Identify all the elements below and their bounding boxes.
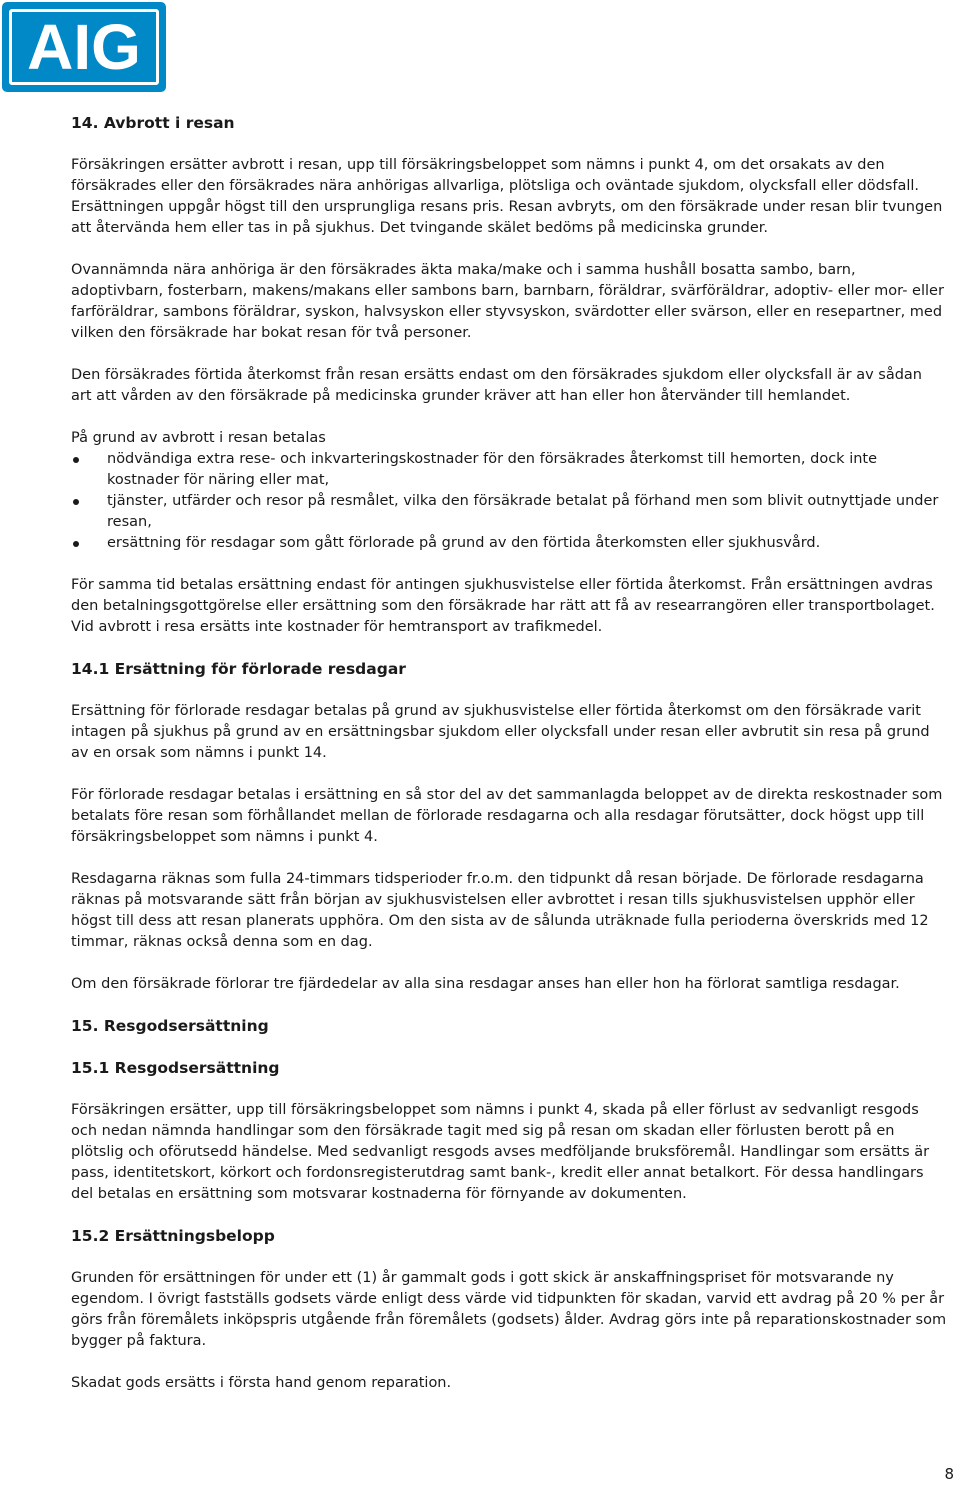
section-15-1-heading: 15.1 Resgodsersättning <box>71 1059 280 1077</box>
section-15-2-paragraph-2: Skadat gods ersätts i första hand genom reparation. <box>71 1375 452 1391</box>
section-14-1-paragraph-1: Ersättning för förlorade resdagar betalas på grund av sjukhusvistelse eller förtida återkomst om den försäkrade varit intagen på sjukhus på grund av en ersättningsbar sjukdom eller olycksfall under resan eller avbrutit sin resa på grund av en orsak som nämns i punkt 14. <box>71 703 930 761</box>
list-item: tjänster, utfärder och resor på resmålet, vilka den försäkrade betalat på förhand men som blivit outnyttjade under resan, <box>71 491 947 533</box>
section-14-paragraph-1: Försäkringen ersätter avbrott i resan, upp till försäkringsbeloppet som nämns i punkt 4, om det orsakats av den försäkrades eller den försäkrades nära anhörigas allvarliga, plötsliga och oväntade sjukdom, olycksfall eller dödsfall. <box>71 157 920 194</box>
aig-logo-text: AIG <box>9 9 159 85</box>
section-14-list-intro: På grund av avbrott i resan betalas <box>71 430 326 446</box>
aig-logo <box>2 2 166 92</box>
list-item: nödvändiga extra rese- och inkvarteringskostnader för den försäkrades återkomst till hemorten, dock inte kostnader för näring eller mat, <box>71 449 947 491</box>
list-item: ersättning för resdagar som gått förlorade på grund av den förtida återkomsten eller sjukhusvård. <box>71 533 947 554</box>
section-14-1-paragraph-3: Resdagarna räknas som fulla 24-timmars tidsperioder fr.o.m. den tidpunkt då resan började. De förlorade resdagarna räknas på motsvarande sätt från början av sjukhusvistelsen eller avbrottet i resan tills sjukhusvistelsen upphör eller högst till dess att resan planerats upphöra. Om den sista av de sålunda uträknade fulla perioderna överskrids med 12 timmar, räknas också denna som en dag. <box>71 871 929 950</box>
section-14-1-paragraph-2: För förlorade resdagar betalas i ersättning en så stor del av det sammanlagda beloppet av de direkta reskostnader som betalats före resan som förhållandet mellan de förlorade resdagarna och alla resdagar förutsätter, dock högst upp till försäkringsbeloppet som nämns i punkt 4. <box>71 787 943 845</box>
section-15-1-paragraph-1: Försäkringen ersätter, upp till försäkringsbeloppet som nämns i punkt 4, skada på eller förlust av sedvanligt resgods och nedan nämnda handlingar som den försäkrade tagit med sig på resan om skadan eller förlusten berott på en plötslig och oförutsedd händelse. Med sedvanligt resgods avses medföljande bruksföremål. Handlingar som ersätts är pass, identitetskort, körkort och fordonsregisterutdrag samt bank-, kredit eller annat betalkort. För dessa handlingars del betalas en ersättning som motsvarar kostnaderna för förnyande av dokumenten. <box>71 1102 930 1202</box>
section-15-2-heading: 15.2 Ersättningsbelopp <box>71 1227 275 1245</box>
page-number: 8 <box>944 1465 954 1483</box>
section-14-1-paragraph-4: Om den försäkrade förlorar tre fjärdedelar av alla sina resdagar anses han eller hon ha förlorat samtliga resdagar. <box>71 976 900 992</box>
section-14-paragraph-5: För samma tid betalas ersättning endast för antingen sjukhusvistelse eller förtida återkomst. Från ersättningen avdras den betalningsgottgörelse eller ersättning som den försäkrade har rätt att få av researrangören eller transportbolaget. Vid avbrott i resa ersätts inte kostnader för hemtransport av trafikmedel. <box>71 577 935 635</box>
section-15-heading: 15. Resgodsersättning <box>71 1017 269 1035</box>
section-14-paragraph-3: Ovannämnda nära anhöriga är den försäkrades äkta maka/make och i samma hushåll bosatta sambo, barn, adoptivbarn, fosterbarn, makens/makans eller sambons barn, barnbarn, föräldrar, svärföräldrar, adoptiv- eller mor- eller farföräldrar, sambons föräldrar, syskon, halvsyskon eller styvsyskon, svärdotter eller svärson, eller en resepartner, med vilken den försäkrade har bokat resan för två personer. <box>71 262 944 341</box>
section-14-1-heading: 14.1 Ersättning för förlorade resdagar <box>71 660 406 678</box>
section-14-heading: 14. Avbrott i resan <box>71 114 235 132</box>
document-body <box>71 113 947 1394</box>
section-14-paragraph-2: Ersättningen uppgår högst till den ursprungliga resans pris. Resan avbryts, om den försäkrade under resan blir tvungen att återvända hem eller tas in på sjukhus. Det tvingande skälet bedöms på medicinska grunder. <box>71 199 943 236</box>
section-14-paragraph-4: Den försäkrades förtida återkomst från resan ersätts endast om den försäkrades sjukdom eller olycksfall är av sådan art att vården av den försäkrade på medicinska grunder kräver att han eller hon återvänder till hemlandet. <box>71 367 922 404</box>
section-15-2-paragraph-1: Grunden för ersättningen för under ett (1) år gammalt gods i gott skick är anskaffningspriset för motsvarande ny egendom. I övrigt fastställs godsets värde enligt dess värde vid tidpunkten för skadan, varvid ett avdrag på 20 % per år görs från föremålets inköpspris utgående från föremålets (godsets) ålder. Avdrag görs inte på reparationskostnader som bygger på faktura. <box>71 1270 947 1349</box>
